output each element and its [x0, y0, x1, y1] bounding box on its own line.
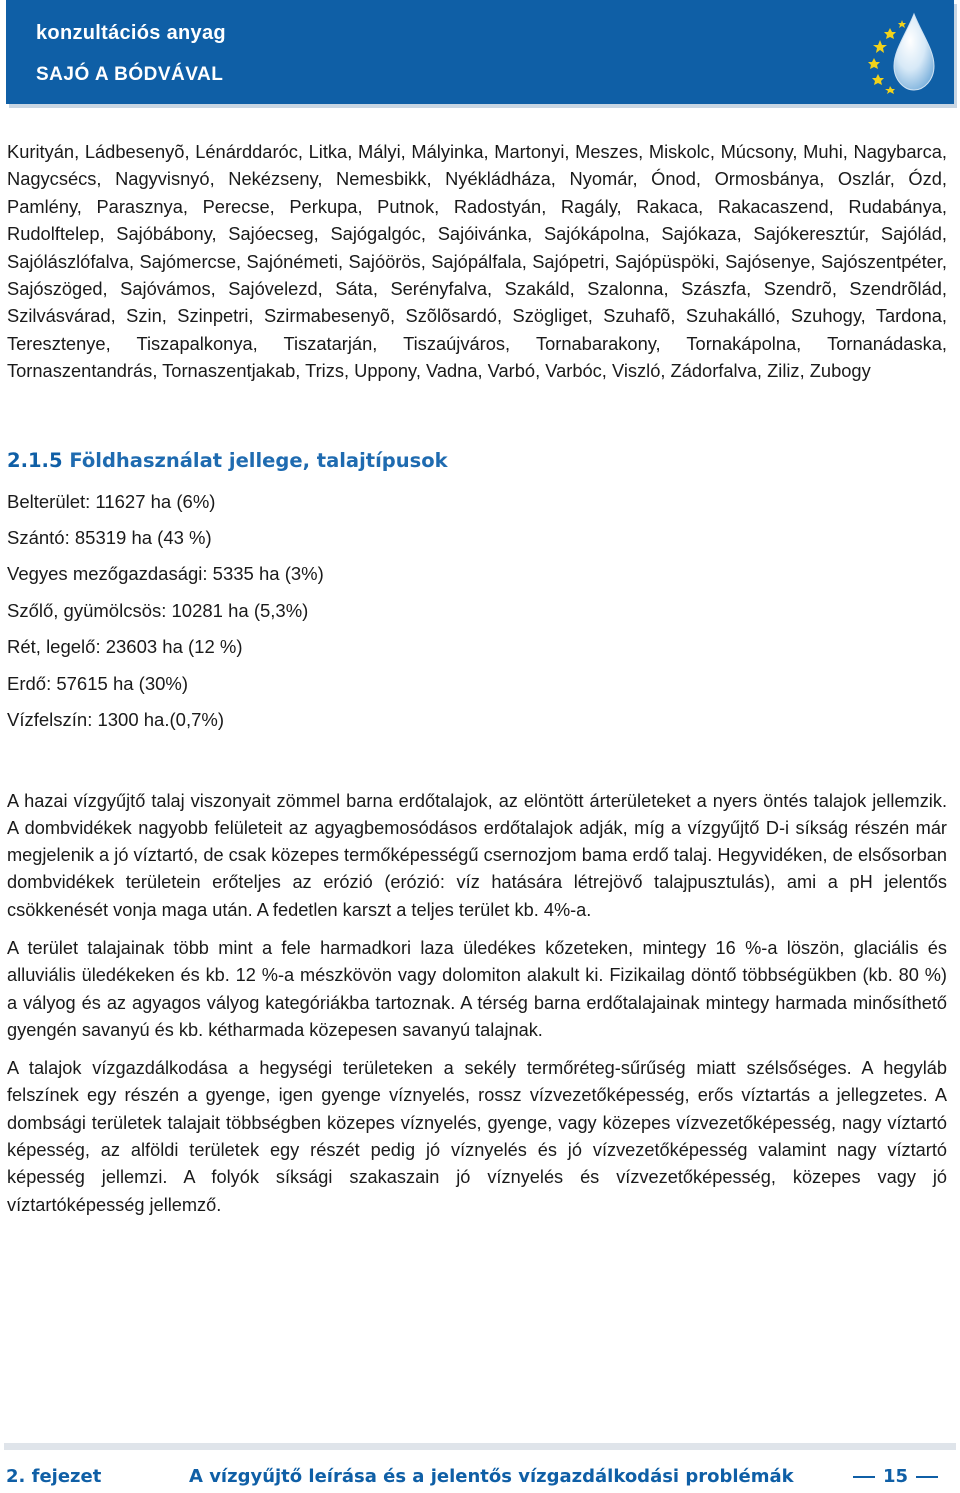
- page-footer: [6, 1466, 946, 1492]
- footer-title: A vízgyűjtő leírása és a jelentős vízgazdálkodási problémák: [189, 1466, 794, 1487]
- soil-paragraph-2: A terület talajainak több mint a fele harmadkori laza üledékes kőzeteken, mintegy 16 %-a löszön, glaciális és alluviális üledékeken és kb. 12 %-a mészkövön vagy dolomiton alakult ki. Fizikailag döntő többségükben (kb. 80 %) a vályog és az agyagos vályog kategóriákba tartoznak. A térség barna erdőtalajainak mintegy harmada minősíthető gyengén savanyú és kb. kétharmada közepesen savanyú talajnak.: [7, 937, 947, 1040]
- soil-paragraph-1: A hazai vízgyűjtő talaj viszonyait zömmel barna erdőtalajok, az elöntött árterületeket a nyers öntés talajok jellemzik. A dombvidékek nagyobb felületeit az agyagbemosódásos erdőtalajok adják, míg a vízgyűjtő D-i síkság részén már megjelenik a jó víztartó, de csak közepes termőképességű csernozjom bama erdő talaj. Hegyvidéken, de elsősorban dombvidékek területein erőteljes az erózió (erózió: víz hatására létrejövő talajpusztulás), ami a pH jelentős csökkenését vonja maga után. A fedetlen karszt a teljes terület kb. 4%-a.: [7, 790, 947, 920]
- header-title: SAJÓ A BÓDVÁVAL: [36, 64, 224, 85]
- land-use-list: [7, 484, 947, 739]
- towns-paragraph: Kurityán, Ládbesenyõ, Lénárddaróc, Litka, Mályi, Mályinka, Martonyi, Meszes, Miskolc, Múcsony, Muhi, Nagybarca, Nagycsécs, Nagyvisnyó, Nekézseny, Nemesbikk, Nyékládháza, Nyomár, Ónod, Ormosbánya, Oszlár, Ózd, Pamlény, Parasznya, Perecse, Perkupa, Putnok, Radostyán, Ragály, Rakaca, Rakacaszend, Rudabánya, Rudolftelep, Sajóbábony, Sajóecseg, Sajógalgóc, Sajóivánka, Sajókápolna, Sajókaza, Sajókeresztúr, Sajólád, Sajólászlófalva, Sajómercse, Sajónémeti, Sajóörös, Sajópálfala, Sajópetri, Sajópüspöki, Sajósenye, Sajószentpéter, Sajószöged, Sajóvámos, Sajóvelezd, Sáta, Serényfalva, Szakáld, Szalonna, Szászfa, Szendrõ, Szendrõlád, Szilvásvárad, Szin, Szinpetri, Szirmabesenyõ, Szõlõsardó, Szögliget, Szuhafõ, Szuhakálló, Szuhogy, Tardona, Teresztenye, Tiszapalkonya, Tiszatarján, Tiszaújváros, Tornabarakony, Tornakápolna, Tornanádaska, Tornaszentandrás, Tornaszentjakab, Trizs, Uppony, Vadna, Varbó, Varbóc, Viszló, Zádorfalva, Ziliz, Zubogy: [7, 141, 947, 382]
- page-number: 15: [882, 1466, 908, 1487]
- land-use-item: Szőlő, gyümölcsös: 10281 ha (5,3%): [7, 599, 309, 621]
- page-content: [7, 138, 947, 1219]
- header-subtitle: konzultációs anyag: [36, 22, 226, 44]
- land-use-item: Szántó: 85319 ha (43 %): [7, 527, 212, 549]
- footer-divider: [4, 1443, 956, 1450]
- dash-decoration-icon: [853, 1476, 875, 1478]
- land-use-item: Vegyes mezőgazdasági: 5335 ha (3%): [7, 563, 324, 585]
- footer-chapter: 2. fejezet: [6, 1466, 102, 1487]
- land-use-item: Vízfelszín: 1300 ha.(0,7%): [7, 709, 224, 731]
- section-title: Földhasználat jellege, talajtípusok: [69, 448, 448, 472]
- section-number: 2.1.5: [7, 448, 63, 472]
- land-use-item: Erdő: 57615 ha (30%): [7, 672, 189, 694]
- water-drop-eu-stars-logo-icon: [810, 6, 950, 98]
- land-use-item: Rét, legelő: 23603 ha (12 %): [7, 636, 243, 658]
- dash-decoration-icon: [916, 1476, 938, 1478]
- footer-page-number: [845, 1466, 946, 1487]
- document-header: [6, 0, 954, 104]
- land-use-item: Belterület: 11627 ha (6%): [7, 490, 216, 512]
- soil-paragraph-3: A talajok vízgazdálkodása a hegységi területeken a sekély termőréteg-sűrűség miatt szélsőséges. A hegyláb felszínek egy részén a gyenge, igen gyenge víznyelés, rossz vízvezetőképesség, erős víztartás a jellegzetes. A dombsági területek talajait többségben közepes víznyelés, gyenge, vagy közepes vízvezetőképesség, nagy víztartó képesség, az alföldi területek egy részét pedig jó víznyelés és jó vízvezetőképesség valamint nagy víztartó képesség jellemzi. A folyók síksági szakaszain jó víznyelés és vízvezetőképesség, közepes vagy jó víztartóképesség jellemző.: [7, 1058, 947, 1215]
- section-heading: [7, 449, 947, 472]
